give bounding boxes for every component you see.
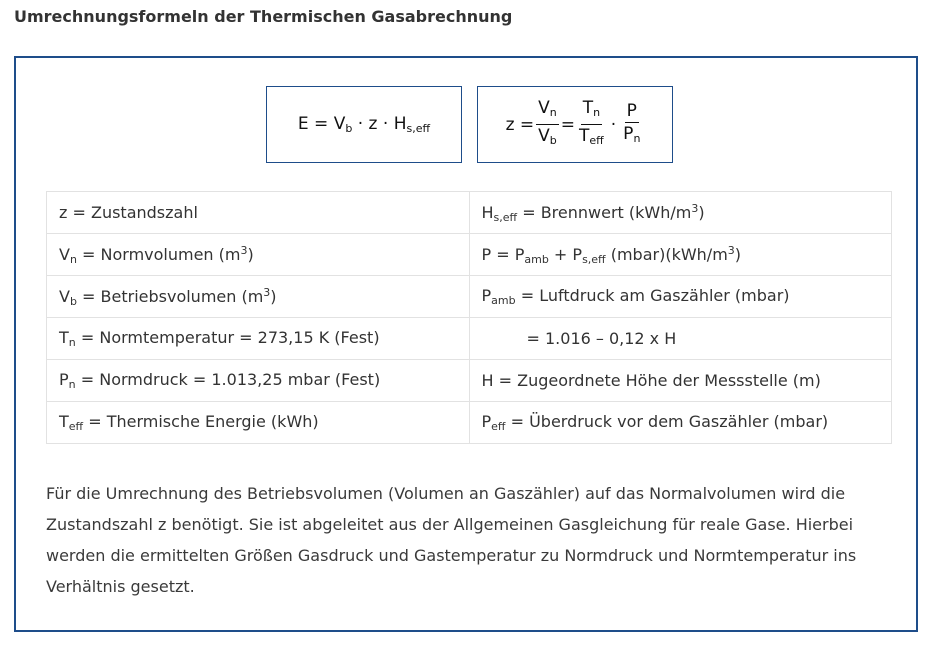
- fraction-numerator: $V_n$: [536, 99, 559, 125]
- page-title: Umrechnungsformeln der Thermischen Gasabrechnung: [14, 7, 513, 26]
- formula-operator: ·: [610, 114, 617, 135]
- state-number-formula-box: [477, 86, 673, 163]
- formula-symbol: z: [368, 114, 378, 134]
- table-cell: = 1.016 – 0,12 x H: [469, 318, 892, 360]
- table-row: [47, 360, 892, 402]
- fraction-denominator: $T_{eff}$: [579, 126, 604, 147]
- formula-symbol: H: [393, 114, 407, 134]
- fraction-denominator: $V_b$: [538, 126, 557, 147]
- energy-formula: [298, 114, 430, 135]
- fraction-volume: [536, 99, 559, 150]
- formula-symbol: V: [333, 114, 346, 134]
- table-cell: $H_{s,eff}$ = Brennwert $(kWh/m^3)$: [469, 192, 892, 234]
- table-cell: $T_{eff}$ = Thermische Energie (kWh): [47, 402, 470, 444]
- formula-operator: ·: [377, 114, 394, 134]
- table-row: [47, 192, 892, 234]
- table-cell: $T_n$ = Normtemperatur = 273,15 K (Fest): [47, 318, 470, 360]
- table-cell: $P_{amb}$ = Luftdruck am Gaszähler (mbar): [469, 276, 892, 318]
- table-row: [47, 402, 892, 444]
- table-row: [47, 318, 892, 360]
- explanation-paragraph: Für die Umrechnung des Betriebsvolumen (Volumen an Gaszähler) auf das Normalvolumen wird die Zustandszahl z benötigt. Sie ist abgeleitet aus der Allgemeinen Gasgleichung für reale Gase. Hierbei werden die ermittelten Größen Gasdruck und Gastemperatur zu Normdruck und Normtemperatur ins Verhältnis gesetzt.: [46, 484, 857, 596]
- fraction-temperature: [577, 99, 606, 150]
- fraction-numerator: $T_n$: [581, 99, 602, 125]
- formula-panel: [14, 56, 918, 632]
- table-cell: $V_b$ = Betriebsvolumen $(m^3)$: [47, 276, 470, 318]
- table-row: [47, 234, 892, 276]
- table-cell: $V_n$ = Normvolumen $(m^3)$: [47, 234, 470, 276]
- formula-subscript: s,eff: [406, 122, 431, 135]
- formula-lhs: E =: [297, 114, 334, 134]
- formula-operator: ·: [352, 114, 369, 134]
- table-cell: $P_n$ = Normdruck = 1.013,25 mbar (Fest): [47, 360, 470, 402]
- table-row: [47, 276, 892, 318]
- fraction-denominator: $P_n$: [623, 123, 641, 145]
- energy-formula-box: [266, 86, 462, 163]
- table-cell: $P = P_{amb} + P_{s,eff}$ $(mbar)(kWh/m^3)$: [469, 234, 892, 276]
- fraction-pressure: [621, 102, 642, 148]
- formula-lhs: z =: [505, 114, 535, 135]
- variables-table: [46, 191, 892, 444]
- table-cell: $P_{eff}$ = Überdruck vor dem Gaszähler (mbar): [469, 402, 892, 444]
- formula-subscript: b: [345, 122, 353, 135]
- table-cell: H = Zugeordnete Höhe der Messstelle (m): [469, 360, 892, 402]
- table-cell: z = Zustandszahl: [47, 192, 470, 234]
- formula-operator: =: [560, 114, 576, 135]
- fraction-numerator: P: [626, 100, 637, 121]
